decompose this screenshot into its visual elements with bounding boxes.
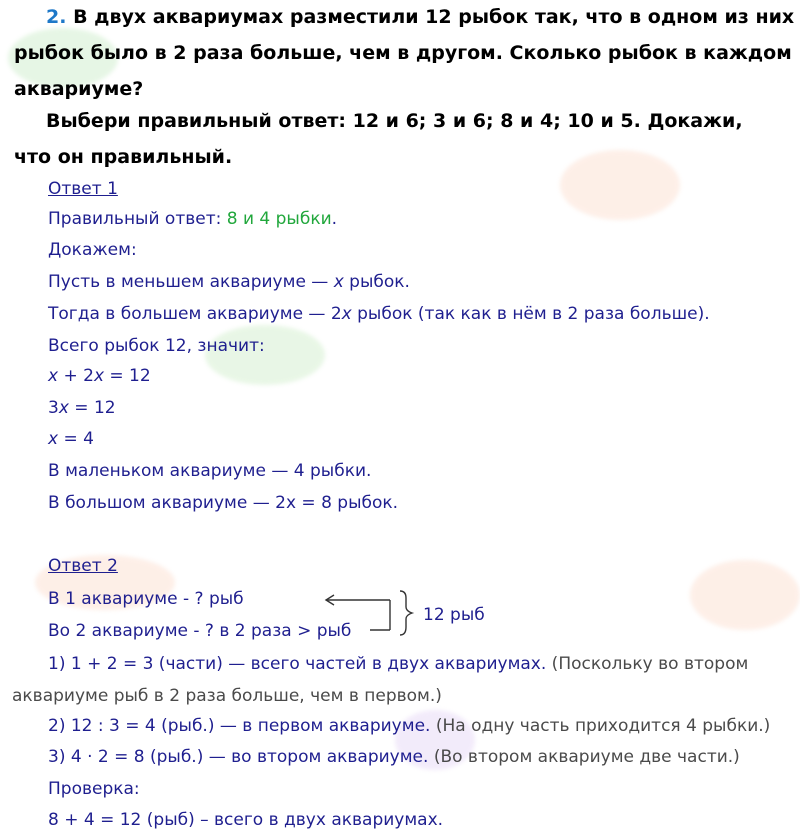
answer1-title: Ответ 1 — [48, 179, 118, 199]
answer1-then: Тогда в большем аквариуме — 2x рыбок (так как в нём в 2 раза больше). — [48, 304, 710, 324]
answer1-prove: Докажем: — [48, 240, 137, 260]
answer2-check-line: 8 + 4 = 12 (рыб) – всего в двух аквариумах. — [48, 810, 444, 830]
answer1-total: Всего рыбок 12, значит: — [48, 336, 265, 356]
answer2-step-3: 3) 4 · 2 = 8 (рыб.) — во втором аквариуме. (Во втором аквариуме две части.) — [48, 747, 740, 767]
brace-icon — [400, 591, 412, 635]
brace-label: 12 рыб — [423, 605, 485, 625]
answer1-equation-1: x + 2x = 12 — [48, 366, 151, 386]
answer1-small: В маленьком аквариуме — 4 рыбки. — [48, 461, 372, 481]
watermark-blob — [690, 560, 800, 630]
watermark-blob — [560, 150, 680, 220]
answer2-check-title: Проверка: — [48, 779, 140, 799]
answer2-step-2: 2) 12 : 3 = 4 (рыб.) — в первом аквариуме. (На одну часть приходится 4 рыбки.) — [48, 716, 771, 736]
answer1-correct: Правильный ответ: 8 и 4 рыбки. — [48, 209, 338, 229]
question-line-5: что он правильный. — [14, 146, 233, 168]
answer1-let: Пусть в меньшем аквариуме — x рыбок. — [48, 272, 410, 292]
answer1-equation-2: 3x = 12 — [48, 398, 116, 418]
question-line-4: Выбери правильный ответ: 12 и 6; 3 и 6; 8 и 4; 10 и 5. Докажи, — [46, 110, 743, 132]
answer2-title: Ответ 2 — [48, 556, 118, 576]
answer2-step-1-cont: аквариуме рыб в 2 раза больше, чем в первом.) — [12, 686, 442, 706]
answer1-equation-3: x = 4 — [48, 429, 94, 449]
answer1-big: В большом аквариуме — 2x = 8 рыбок. — [48, 493, 399, 513]
question-number: 2. — [46, 6, 67, 28]
question-line-1: 2. В двух аквариумах разместили 12 рыбок так, что в одном из них — [46, 6, 795, 28]
answer2-step-1: 1) 1 + 2 = 3 (части) — всего частей в двух аквариумах. (Поскольку во втором — [48, 654, 749, 674]
answer2-condition-1: В 1 аквариуме - ? рыб — [48, 589, 244, 609]
question-line-3: аквариуме? — [14, 78, 144, 100]
question-line-2: рыбок было в 2 раза больше, чем в другом. Сколько рыбок в каждом — [14, 42, 792, 64]
answer2-condition-2: Во 2 аквариуме - ? в 2 раза > рыб — [48, 621, 352, 641]
